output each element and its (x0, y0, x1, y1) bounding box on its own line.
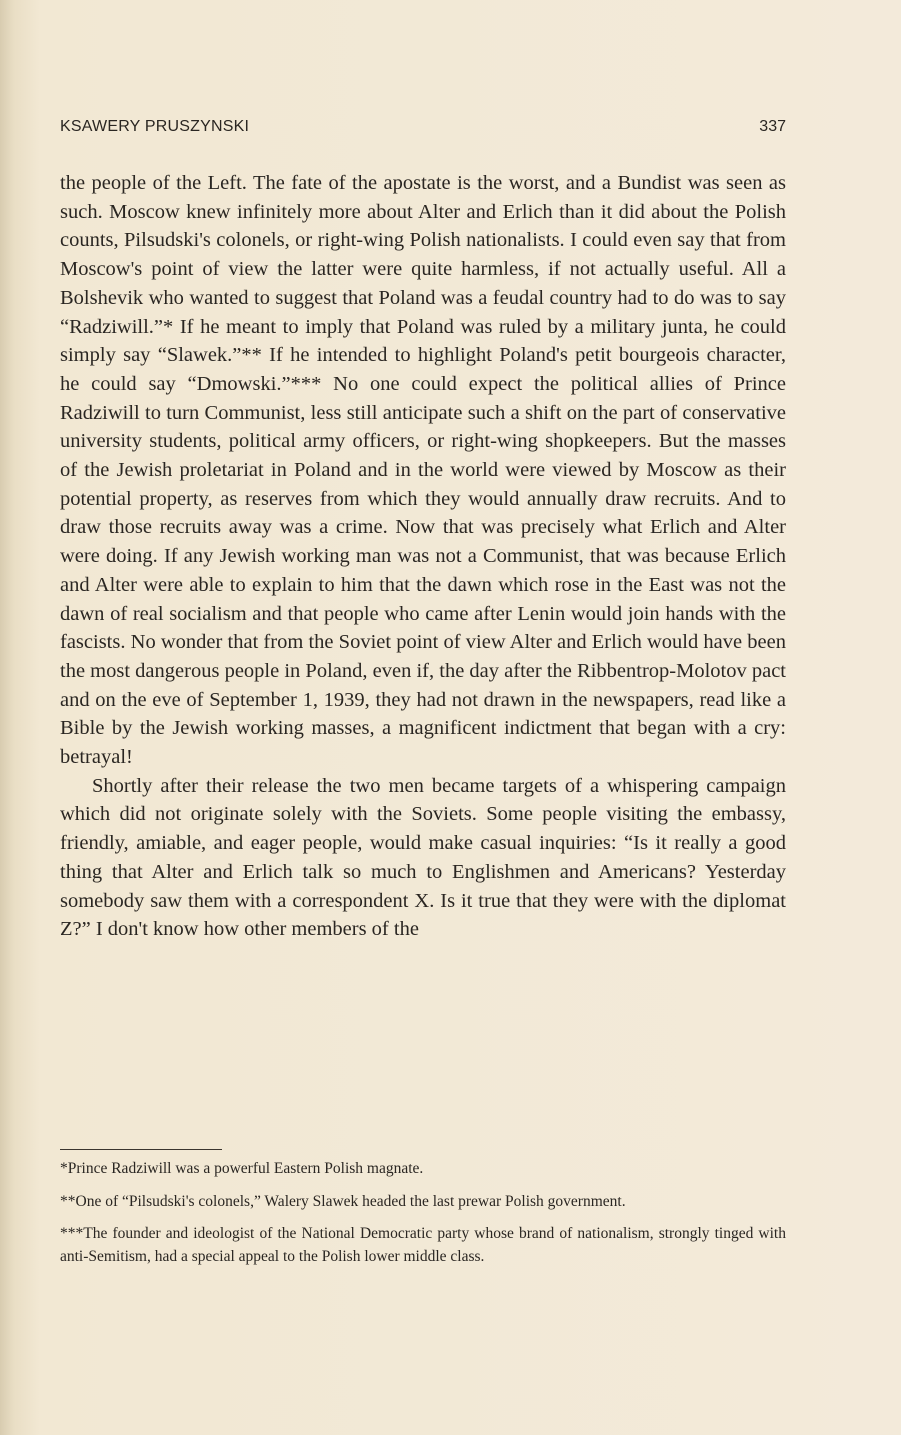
footnote-1: *Prince Radziwill was a powerful Eastern Polish magnate. (60, 1160, 424, 1177)
footnotes (60, 1158, 786, 1278)
footnote-2: **One of “Pilsudski's colonels,” Walery Slawek headed the last prewar Polish government. (60, 1192, 626, 1210)
footnote-3: ***The founder and ideologist of the National Democratic party whose brand of nationalism, strongly tinged with anti-Semitism, had a special appeal to the Polish lower middle class. (60, 1225, 786, 1265)
footnote-rule (60, 1149, 222, 1150)
running-head (60, 118, 786, 142)
running-head-author: KSAWERY PRUSZYNSKI (60, 118, 250, 135)
body-text (60, 169, 786, 944)
paragraph-1: the people of the Left. The fate of the apostate is the worst, and a Bundist was seen as such. Moscow knew infinitely more about Alter and Erlich than it did about the Polish counts, Pilsudski's colonels, or right-wing Polish nationalists. I could even say that from Moscow's point of view the latter were quite harmless, if not actually useful. All a Bolshevik who wanted to suggest that Poland was a feudal country had to do was to say “Radziwill.”* If he meant to imply that Poland was ruled by a military junta, he could simply say “Slawek.”** If he intended to highlight Poland's petit bourgeois character, he could say “Dmowski.”*** No one could expect the political allies of Prince Radziwill to turn Communist, less still anticipate such a shift on the part of conservative university students, political army officers, or right-wing shopkeepers. But the masses of the Jewish proletariat in Poland and in the world were viewed by Moscow as their potential property, as reserves from which they would annually draw recruits. And to draw those recruits away was a crime. Now that was precisely what Erlich and Alter were doing. If any Jewish working man was not a Communist, that was because Erlich and Alter were able to explain to him that the dawn which rose in the East was not the dawn of real socialism and that people who came after Lenin would join hands with the fascists. No wonder that from the Soviet point of view Alter and Erlich would have been the most dangerous people in Poland, even if, the day after the Ribbentrop-Molotov pact and on the eve of September 1, 1939, they had not drawn in the newspapers, read like a Bible by the Jewish working masses, a magnificent indictment that began with a cry: betrayal! (60, 172, 786, 769)
page-number: 337 (759, 118, 786, 135)
paragraph-2: Shortly after their release the two men became targets of a whispering campaign which did not originate solely with the Soviets. Some people visiting the embassy, friendly, amiable, and eager people, would make casual inquiries: “Is it really a good thing that Alter and Erlich talk so much to Englishmen and Americans? Yesterday somebody saw them with a correspondent X. Is it true that they were with the diplomat Z?” I don't know how other members of the (60, 774, 786, 941)
